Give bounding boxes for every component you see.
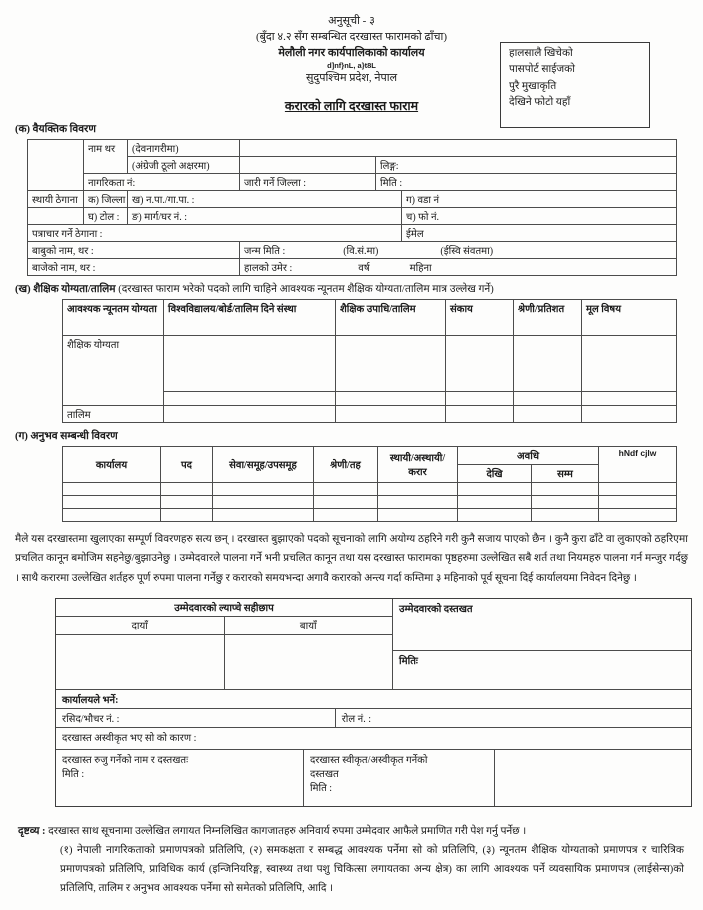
name-devanagari-input-cell xyxy=(240,139,677,156)
education-input-cell xyxy=(582,391,677,405)
experience-input-cell xyxy=(458,482,532,495)
format-line: (बुँदा ४.२ सँग सम्बन्धित दरखास्त फारामको ढाँचा) xyxy=(255,30,447,43)
approver-signature-space xyxy=(495,750,691,806)
name-english-input-cell xyxy=(240,156,376,173)
email-label-cell: ईमेल xyxy=(402,224,677,241)
roll-no-label: रोल नं. : xyxy=(341,714,371,726)
experience-input-cell xyxy=(213,482,314,495)
permanent-address-empty-cell xyxy=(28,207,84,224)
experience-input-cell xyxy=(161,495,213,508)
notes-intro: दरखास्त साथ सूचनामा उल्लेखित लगायत निम्नलिखित कागजातहरु अनिवार्य रुपमा उम्मेदवार आफैले प्रमाणित गरी पेश गर्नु पर्नेछ । xyxy=(48,826,527,838)
col-main-subject: मूल विषय xyxy=(582,299,677,335)
annex-label: अनुसूची - ३ xyxy=(328,15,375,27)
personal-details-table xyxy=(27,139,677,276)
education-input-cell xyxy=(164,391,336,405)
photo-side-empty-cell xyxy=(28,139,84,190)
verifier-label: दरखास्त रुजु गर्नेको नाम र दस्तखतः xyxy=(62,755,189,767)
phone-label-cell: च) फो नं. xyxy=(402,207,677,224)
street-house-label-cell: ङ) मार्ग/घर नं. : xyxy=(128,207,402,224)
experience-input-cell xyxy=(63,482,161,495)
receipt-no-label: रसिद/भौचर नं. : xyxy=(56,709,336,727)
education-input-cell xyxy=(446,335,514,391)
thumbprint-left-label: बायाँ xyxy=(224,617,392,635)
training-input-cell xyxy=(514,405,582,422)
experience-input-cell xyxy=(599,495,677,508)
experience-input-cell xyxy=(213,495,314,508)
experience-input-cell xyxy=(161,508,213,521)
experience-input-cell xyxy=(599,482,677,495)
footer-notes xyxy=(18,823,688,899)
experience-input-cell xyxy=(161,482,213,495)
col-office: कार्यालय xyxy=(63,446,161,482)
section-ka-heading: (क) वैयक्तिक विवरण xyxy=(15,123,96,135)
approver-cell xyxy=(304,750,495,806)
notes-items: (१) नेपाली नागरिकताको प्रमाणपत्रको प्रतिलिपि, (२) समकक्षता र सम्बद्ध आवश्यक पर्नेमा सो को प्रतिलिपि, (३) न्यूनतम शैक्षिक योग्यताको प्रमाणपत्र र चारित्रिक प्रमाणपत्रको प्रतिलिपि, प्राविधिक कार्य (इन्जिनियरिङ्ग, स्वास्थ्य तथा पशु चिकित्सा लगायतका अन्य क्षेत्र) का लागि आवश्यक पर्ने व्यवसायिक प्रमाणपत्र (लाईसेन्स)को प्रतिलिपि, तालिम र अनुभव आवश्यक पर्नेमा सो समेतको प्रतिलिपि, आदि । xyxy=(60,845,684,894)
education-input-cell xyxy=(514,335,582,391)
approver-date-label: मिति : xyxy=(309,783,333,795)
receipt-roll-row xyxy=(56,708,691,727)
citizenship-no-label-cell: नागरिकता नं: xyxy=(84,173,240,190)
notes-intro-line xyxy=(18,823,688,842)
thumbprint-section xyxy=(56,599,393,689)
photo-instruction-box xyxy=(500,42,650,128)
col-service-group: सेवा/समूह/उपसमूह xyxy=(213,446,314,482)
declaration-paragraph: मैले यस दरखास्तमा खुलाएका सम्पूर्ण विवरणहरु सत्य छन् । दरखास्त बुझाएको पदको सूचनाको लागि अयोग्य ठहरिने गरी कुनै सजाय पाएको छैन । कुनै कुरा ढाँटे वा लुकाएको ठहरिएमा प्रचलित कानून बमोजिम सहनेछु/बुझाउनेछु । उम्मेदवारले पालना गर्ने भनी प्रचलित कानून तथा यस दरखास्त फारामका पृष्ठहरुमा उल्लेखित सबै शर्त तथा नियमहरु पालना गर्न मन्जुर गर्दछु । साथै करारमा उल्लेखित शर्तहरु पूर्ण रुपमा पालना गर्नेछु र करारको समयभन्दा अगावै करारको अन्त्य गर्दा कम्तिमा ३ महिनाको पूर्व सूचना दिई कार्यालयमा निवेदन दिनेछु । xyxy=(15,533,688,584)
years-label: वर्ष xyxy=(358,262,370,274)
issue-date-label-cell: मिति : xyxy=(376,173,677,190)
photo-line-4: देखिने फोटो यहाँ xyxy=(509,96,571,108)
col-appointment-type: स्थायी/अस्थायी/करार xyxy=(378,446,458,482)
approver-label-line1: दरखास्त स्वीकृत/अस्वीकृत गर्नेको xyxy=(309,755,428,767)
experience-input-cell xyxy=(314,508,378,521)
thumbprint-header: उम्मेदवारको ल्याप्चे सहीछाप xyxy=(56,599,392,617)
row-education-label: शैक्षिक योग्यता xyxy=(63,335,164,405)
age-gap xyxy=(292,260,358,274)
education-input-cell xyxy=(164,335,336,391)
experience-input-cell xyxy=(458,508,532,521)
district-label-cell: क) जिल्ला xyxy=(84,190,128,207)
experience-input-cell xyxy=(599,508,677,521)
experience-input-cell xyxy=(378,508,458,521)
education-input-cell xyxy=(514,391,582,405)
col-required-qualification: आवश्यक न्यूनतम योग्यता xyxy=(63,299,164,335)
training-input-cell xyxy=(582,405,677,422)
col-total-duration-preeti: hNdf cjlw xyxy=(599,446,677,482)
training-input-cell xyxy=(446,405,514,422)
signature-top-row xyxy=(56,599,691,689)
permanent-address-label-cell: स्थायी ठेगाना xyxy=(28,190,84,207)
rejection-reason-label: दरखास्त अस्वीकृत भए सो को कारण : xyxy=(56,727,691,749)
experience-input-cell xyxy=(458,495,532,508)
experience-input-cell xyxy=(63,495,161,508)
section-ga-heading: (ग) अनुभव सम्बन्धी विवरण xyxy=(15,430,118,442)
dob-cell xyxy=(240,241,677,258)
education-input-cell xyxy=(336,391,446,405)
training-input-cell xyxy=(336,405,446,422)
months-label: महिना xyxy=(409,262,432,274)
thumbprint-right-label: दायाँ xyxy=(56,617,224,635)
education-table xyxy=(62,299,677,423)
approver-label-line2: दस्तखत xyxy=(309,769,339,781)
experience-input-cell xyxy=(63,508,161,521)
education-input-cell xyxy=(446,391,514,405)
col-from: देखि xyxy=(458,464,532,482)
col-faculty: संकाय xyxy=(446,299,514,335)
verifier-cell xyxy=(56,750,304,806)
dob-gap-2 xyxy=(378,243,440,257)
office-name: मेलौली नगर कार्यपालिकाको कार्यालय xyxy=(278,46,425,59)
col-post: पद xyxy=(161,446,213,482)
experience-input-cell xyxy=(378,482,458,495)
photo-line-3: पुरै मुखाकृति xyxy=(509,80,557,92)
col-to: सम्म xyxy=(532,464,599,482)
english-caps-label-cell: (अंग्रेजी ठूलो अक्षरमा) xyxy=(128,156,240,173)
current-age-label: हालको उमेर : xyxy=(244,262,293,274)
municipality-label-cell: ख) न.पा./गा.पा. : xyxy=(128,190,402,207)
grandfather-name-label-cell: बाजेको नाम, थर : xyxy=(28,258,240,275)
office-fill-label: कार्यालयले भर्ने: xyxy=(56,689,691,708)
tole-label-cell: घ) टोल : xyxy=(84,207,128,224)
dob-gap xyxy=(285,243,343,257)
photo-line-1: हालसालै खिचेको xyxy=(509,48,573,59)
experience-input-cell xyxy=(378,495,458,508)
candidate-signature-section xyxy=(393,599,691,689)
issue-district-label-cell: जारी गर्ने जिल्ला : xyxy=(240,173,376,190)
devanagari-label-cell: (देवनागरीमा) xyxy=(128,139,240,156)
notes-label: दृष्टव्य : xyxy=(18,826,46,838)
col-level: श्रेणी/तह xyxy=(314,446,378,482)
candidate-signature-label: उम्मेदवारको दस्तखत xyxy=(399,604,473,616)
signature-block xyxy=(55,598,692,807)
province-line: सुदुपश्चिम प्रदेश, नेपाल xyxy=(305,72,398,85)
age-gap-2 xyxy=(370,260,410,274)
father-name-label-cell: बाबुको नाम, थर : xyxy=(28,241,240,258)
experience-input-cell xyxy=(532,508,599,521)
experience-input-cell xyxy=(314,495,378,508)
mailing-address-label-cell: पत्राचार गर्ने ठेगाना : xyxy=(28,224,402,241)
col-institution: विश्वविद्यालय/बोर्ड/तालिम दिने संस्था xyxy=(164,299,336,335)
experience-input-cell xyxy=(314,482,378,495)
thumbprint-left-box xyxy=(224,635,392,690)
office-location-preeti: d]nf}nL, a}t8L xyxy=(327,61,376,71)
experience-table xyxy=(62,446,677,522)
experience-input-cell xyxy=(532,482,599,495)
experience-input-cell xyxy=(213,508,314,521)
verifier-date-label: मिति : xyxy=(62,769,85,781)
education-input-cell xyxy=(336,335,446,391)
training-input-cell xyxy=(164,405,336,422)
section-kha-note: (दरखास्त फाराम भरेको पदको लागि चाहिने आवश्यक न्यूनतम शैक्षिक योग्यता/तालिम मात्र उल्लेख गर्ने) xyxy=(118,283,494,295)
education-input-cell xyxy=(582,335,677,391)
col-duration: अवधि xyxy=(458,446,599,464)
thumbprint-right-box xyxy=(56,635,224,690)
photo-line-2: पासपोर्ट साईजको xyxy=(509,64,575,76)
dob-ad-label: (ईस्वि संवतमा) xyxy=(440,245,494,257)
row-training-label: तालिम xyxy=(63,405,164,422)
section-kha-title: (ख) शैक्षिक योग्यता/तालिम xyxy=(15,283,116,295)
gender-label-cell: लिङ्ग: xyxy=(376,156,677,173)
ward-no-label-cell: ग) वडा नं xyxy=(402,190,677,207)
col-division: श्रेणी/प्रतिशत xyxy=(514,299,582,335)
dob-bs-label: (वि.सं.मा) xyxy=(343,245,379,257)
verification-row xyxy=(56,749,691,806)
signature-date-label: मितिः xyxy=(393,650,691,689)
age-cell xyxy=(240,258,677,275)
experience-input-cell xyxy=(532,495,599,508)
col-degree: शैक्षिक उपाधि/तालिम xyxy=(336,299,446,335)
form-title: करारको लागि दरखास्त फाराम xyxy=(284,98,419,113)
section-kha-heading xyxy=(15,282,703,296)
name-label-cell: नाम थर xyxy=(84,139,128,173)
dob-label: जन्म मिति : xyxy=(244,245,286,257)
